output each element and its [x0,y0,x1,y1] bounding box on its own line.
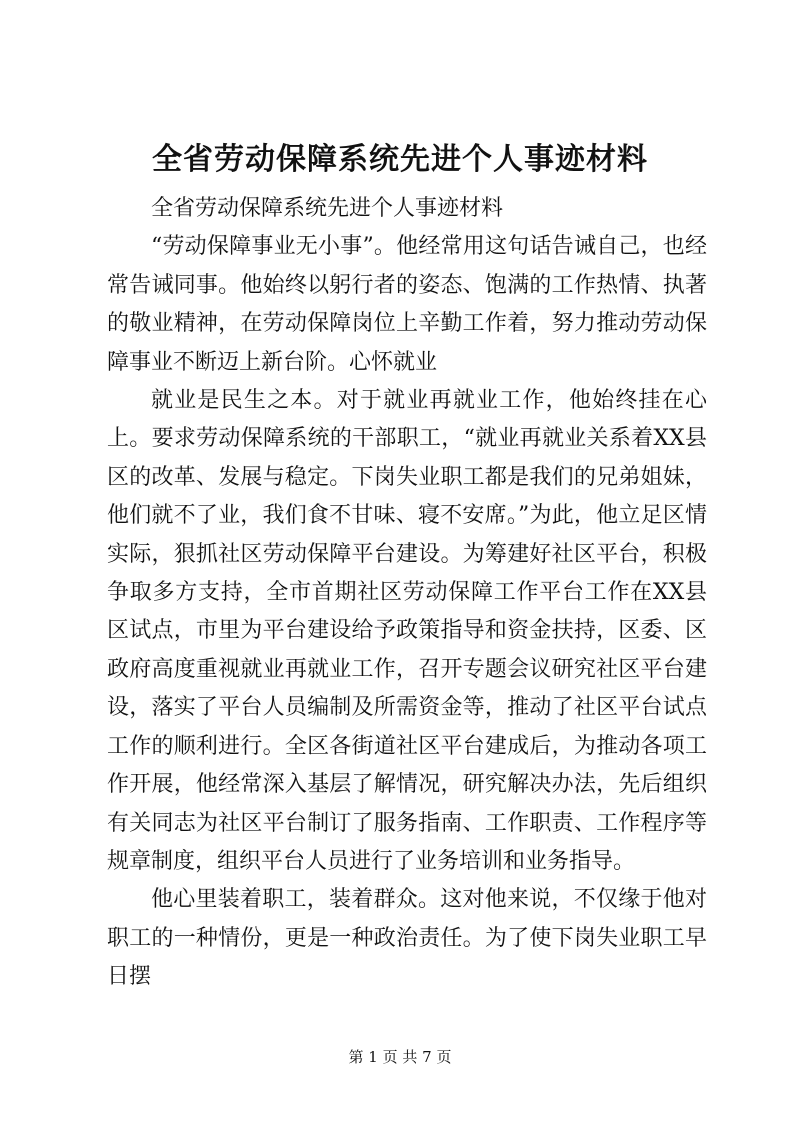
paragraph: “劳动保障事业无小事”。他经常用这句话告诫自己，也经常告诫同事。他始终以躬行者的姿态、饱满的工作热情、执著的敬业精神，在劳动保障岗位上辛勤工作着，努力推动劳动保障事业不断迈上新台阶。心怀就业 [107,234,707,375]
document-title: 全省劳动保障系统先进个人事迹材料 [152,142,648,177]
document-subtitle: 全省劳动保障系统先进个人事迹材料 [151,196,504,221]
paragraph: 他心里装着职工，装着群众。这对他来说，不仅缘于他对职工的一种情份，更是一种政治责任。为了使下岗失业职工早日摆 [107,887,707,990]
page-number-footer: 第 1 页 共 7 页 [348,1048,452,1066]
paragraph: 就业是民生之本。对于就业再就业工作，他始终挂在心上。要求劳动保障系统的干部职工，“就业再就业关系着XX县区的改革、发展与稳定。下岗失业职工都是我们的兄弟姐妹，他们就不了业，我们食不甘味、寝不安席。”为此，他立足区情实际，狠抓社区劳动保障平台建设。为筹建好社区平台，积极争取多方支持，全市首期社区劳动保障工作平台工作在XX县区试点，市里为平台建设给予政策指导和资金扶持，区委、区政府高度重视就业再就业工作，召开专题会议研究社区平台建设，落实了平台人员编制及所需资金等，推动了社区平台试点工作的顺利进行。全区各街道社区平台建成后，为推动各项工作开展，他经常深入基层了解情况，研究解决办法，先后组织有关同志为社区平台制订了服务指南、工作职责、工作程序等规章制度，组织平台人员进行了业务培训和业务指导。 [107,388,707,874]
document-body [107,190,707,997]
